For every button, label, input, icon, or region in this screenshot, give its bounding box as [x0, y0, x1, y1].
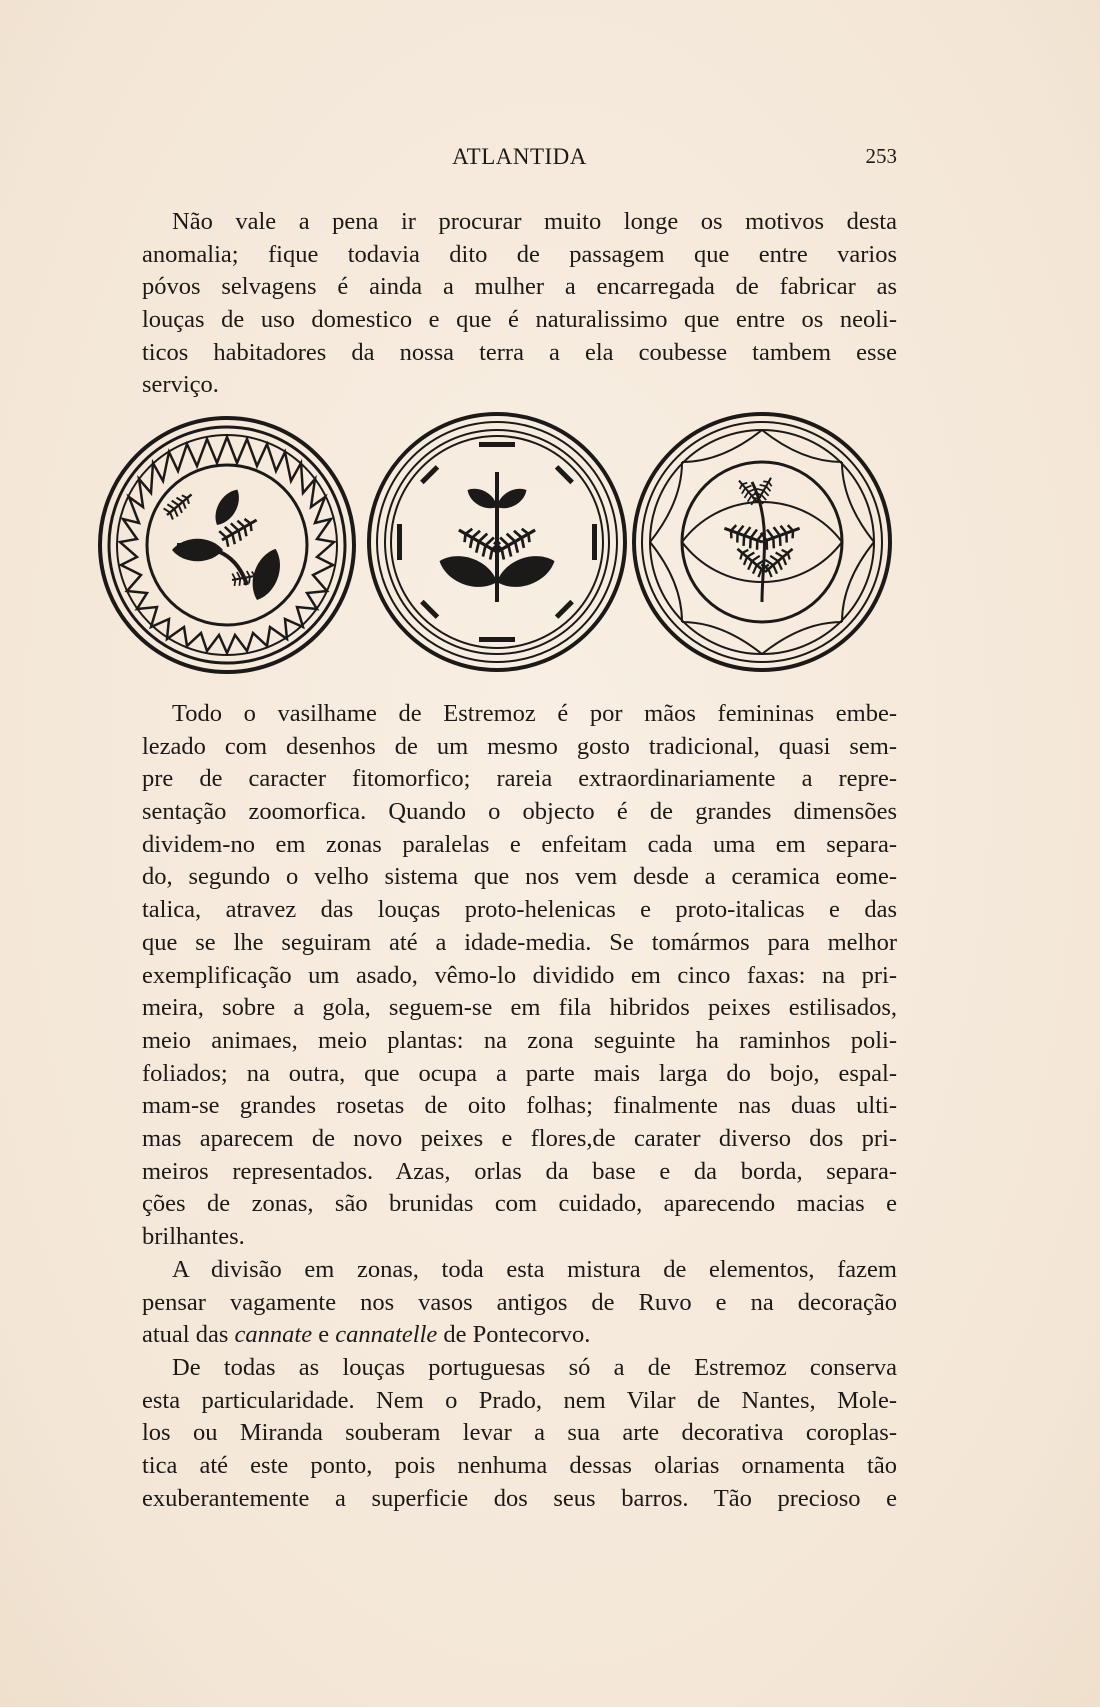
- paragraph-2: [142, 698, 897, 1254]
- text-line: póvos selvagens é ainda a mulher a encarregada de fabricar as: [142, 273, 897, 301]
- paragraph-4: [142, 1352, 897, 1515]
- italic-term-cannate: cannate: [234, 1321, 313, 1349]
- running-header: [142, 144, 897, 174]
- plate-center-icon: [369, 414, 625, 670]
- text-line: esta particularidade. Nem o Prado, nem Vilar de Nantes, Mole-: [142, 1386, 897, 1414]
- text-line: ticos habitadores da nossa terra a ela coubesse tambem esse: [142, 338, 897, 366]
- text-line: brilhantes.: [142, 1223, 245, 1250]
- text-line: louças de uso domestico e que é naturalissimo que entre os neoli-: [142, 306, 897, 334]
- running-title: ATLANTIDA: [452, 144, 587, 169]
- plate-left-icon: [100, 418, 354, 672]
- text-line: pensar vagamente nos vasos antigos de Ruvo e na decoração: [142, 1288, 897, 1316]
- text-line: anomalia; fique todavia dito de passagem que entre varios: [142, 240, 897, 268]
- page-number: 253: [865, 144, 897, 168]
- text-line: tica até este ponto, pois nenhuma dessas olarias ornamenta tão: [142, 1452, 897, 1480]
- plate-right-icon: [634, 414, 890, 670]
- text-line: meio animaes, meio plantas: na zona seguinte ha raminhos poli-: [142, 1026, 897, 1054]
- text-line: exemplificação um asado, vêmo-lo dividido em cinco faxas: na pri-: [142, 961, 897, 989]
- text-line: que se lhe seguiram até a idade-media. Se tomármos para melhor: [142, 928, 897, 956]
- text-line: do, segundo o velho sistema que nos vem desde a ceramica eome-: [142, 863, 897, 891]
- plates-figure: [95, 410, 905, 675]
- text-line: serviço.: [142, 371, 219, 399]
- italic-term-cannatelle: cannatelle: [335, 1321, 438, 1349]
- text-line: meira, sobre a gola, seguem-se em fila hibridos peixes estilisados,: [142, 994, 897, 1022]
- text-line: A divisão em zonas, toda esta mistura de elementos, fazem: [172, 1256, 897, 1283]
- text-segment: de Pontecorvo.: [437, 1321, 591, 1349]
- text-line: foliados; na outra, que ocupa a parte mais larga do bojo, espal-: [142, 1059, 897, 1087]
- text-line: mas aparecem de novo peixes e flores,de carater diverso dos pri-: [142, 1124, 897, 1152]
- paragraph-3: [142, 1254, 897, 1352]
- text-line: dividem-no em zonas paralelas e enfeitam cada uma em separa-: [142, 830, 897, 858]
- paragraph-1: [142, 206, 897, 402]
- text-line: Todo o vasilhame de Estremoz é por mãos femininas embe-: [172, 700, 897, 727]
- text-line: Não vale a pena ir procurar muito longe os motivos desta: [172, 208, 897, 235]
- text-line: talica, atravez das louças proto-helenicas e proto-italicas e das: [142, 896, 897, 924]
- text-line: lezado com desenhos de um mesmo gosto tradicional, quasi sem-: [142, 732, 897, 760]
- text-line: sentação zoomorfica. Quando o objecto é de grandes dimensões: [142, 798, 897, 826]
- text-line: pre de caracter fitomorfico; rareia extraordinariamente a repre-: [142, 765, 897, 793]
- text-line: mam-se grandes rosetas de oito folhas; finalmente nas duas ulti-: [142, 1092, 897, 1120]
- text-line: meiros representados. Azas, orlas da base e da borda, separa-: [142, 1157, 897, 1185]
- text-line: ções de zonas, são brunidas com cuidado, aparecendo macias e: [142, 1190, 897, 1218]
- text-line: [142, 1319, 897, 1352]
- text-line: exuberantemente a superficie dos seus barros. Tão precioso e: [142, 1484, 897, 1512]
- text-line: los ou Miranda souberam levar a sua arte decorativa coroplas-: [142, 1419, 897, 1447]
- text-segment: atual das: [142, 1321, 235, 1349]
- text-line: De todas as louças portuguesas só a de Estremoz conserva: [172, 1354, 897, 1381]
- text-segment: e: [312, 1321, 336, 1349]
